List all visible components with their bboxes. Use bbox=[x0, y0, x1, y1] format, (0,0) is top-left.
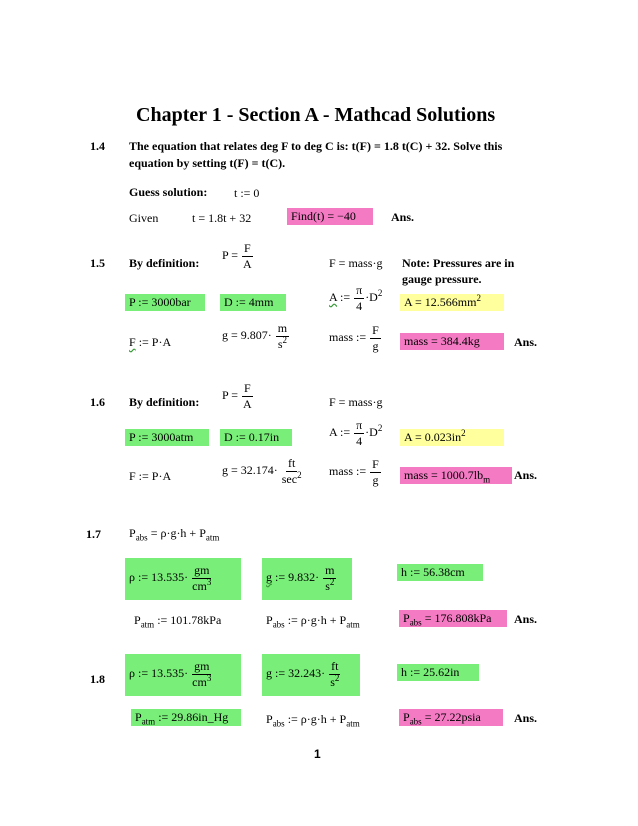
area-result-exponent: 2 bbox=[476, 293, 481, 303]
force-lhs: F bbox=[129, 335, 136, 349]
pressure-definition bbox=[222, 242, 254, 270]
note-line-2: gauge pressure. bbox=[402, 272, 482, 286]
fraction-numerator: m bbox=[277, 321, 288, 335]
pabs-subscript-atm: atm bbox=[346, 718, 360, 729]
problem-number-1-7: 1.7 bbox=[86, 527, 101, 541]
fraction-denominator bbox=[325, 576, 335, 593]
density-units bbox=[192, 564, 211, 592]
result-value: = 27.22psia bbox=[424, 710, 481, 724]
fraction-numerator: F bbox=[372, 323, 379, 337]
answer-label: Ans. bbox=[514, 468, 538, 482]
mass-result bbox=[400, 467, 512, 484]
page-title: Chapter 1 - Section A - Mathcad Solutions bbox=[136, 104, 496, 126]
pabs-expression: := ρ·g·h + P bbox=[287, 712, 347, 726]
denominator-exponent: 3 bbox=[206, 576, 212, 587]
area-tail: ·D bbox=[365, 289, 378, 304]
guess-solution-label: Guess solution: bbox=[129, 185, 208, 199]
pabs-subscript-atm: atm bbox=[346, 619, 360, 630]
pressure-input: P := 3000atm bbox=[125, 429, 209, 446]
pressure-lhs: P = bbox=[222, 387, 238, 402]
given-equation: t = 1.8t + 32 bbox=[192, 211, 252, 225]
absolute-pressure-result bbox=[399, 709, 503, 726]
guess-equation: t := 0 bbox=[234, 186, 260, 200]
fraction-denominator: 4 bbox=[356, 298, 363, 313]
answer-label: Ans. bbox=[514, 711, 538, 725]
relation-subscript: abs bbox=[135, 532, 148, 543]
pabs-expression: := ρ·g·h + P bbox=[287, 613, 347, 627]
atmospheric-pressure-equation bbox=[134, 613, 222, 630]
fraction-numerator: gm bbox=[194, 659, 210, 673]
problem-number-1-4: 1.4 bbox=[90, 139, 105, 153]
gravity-units bbox=[276, 322, 289, 350]
gravity-lhs: g bbox=[266, 569, 272, 584]
relation-middle: = ρ·g·h + P bbox=[147, 526, 206, 540]
gravity-units bbox=[282, 457, 302, 485]
area-exponent: 2 bbox=[377, 422, 383, 433]
area-result-value: A = 12.566mm bbox=[404, 295, 477, 309]
gravity-equation bbox=[266, 564, 337, 592]
problem-text-line-1: The equation that relates deg F to deg C is: t(F) = 1.8 t(C) + 32. Solve this bbox=[129, 139, 503, 153]
area-tail: ·D bbox=[365, 424, 378, 439]
fraction-denominator: A bbox=[243, 396, 252, 411]
fraction-numerator: π bbox=[356, 283, 363, 297]
density-input bbox=[125, 654, 241, 696]
denominator-unit: sec bbox=[281, 471, 298, 486]
force-equation bbox=[129, 336, 171, 349]
force-equation: F := P·A bbox=[129, 469, 172, 483]
answer-label: Ans. bbox=[391, 210, 415, 224]
force-definition: F = mass·g bbox=[329, 256, 383, 270]
mass-result-unit-subscript: m bbox=[483, 474, 491, 485]
fraction-denominator bbox=[281, 469, 302, 486]
page-number: 1 bbox=[314, 747, 321, 761]
answer-label: Ans. bbox=[514, 335, 538, 349]
denominator-unit: s bbox=[330, 674, 335, 689]
result-symbol: P bbox=[403, 710, 410, 724]
diameter-input: D := 0.17in bbox=[220, 429, 292, 446]
denominator-exponent: 2 bbox=[334, 672, 340, 683]
assign-operator: := bbox=[340, 289, 351, 304]
patm-value: := 101.78kPa bbox=[157, 613, 222, 627]
area-fraction bbox=[354, 284, 364, 312]
pressure-lhs: P = bbox=[222, 247, 238, 262]
denominator-exponent: 2 bbox=[297, 469, 302, 480]
gravity-input bbox=[262, 654, 360, 696]
diameter-input: D := 4mm bbox=[220, 294, 286, 311]
gravity-lhs: g = 9.807· bbox=[222, 327, 272, 342]
mass-lhs: mass := bbox=[329, 463, 367, 478]
absolute-pressure-relation bbox=[129, 526, 220, 543]
area-equation bbox=[329, 419, 382, 447]
area-result-exponent: 2 bbox=[461, 428, 466, 438]
gravity-lhs: g := 32.243· bbox=[266, 665, 326, 680]
problem-number-1-5: 1.5 bbox=[90, 256, 105, 270]
absolute-pressure-result bbox=[399, 610, 507, 627]
patm-subscript: atm bbox=[141, 716, 156, 727]
area-lhs: A bbox=[329, 289, 338, 304]
fraction-denominator bbox=[277, 334, 288, 351]
pabs-subscript: abs bbox=[272, 619, 285, 630]
denominator-unit: s bbox=[277, 336, 283, 351]
denominator-exponent: 2 bbox=[329, 576, 335, 587]
definition-label: By definition: bbox=[129, 395, 200, 409]
pressure-fraction bbox=[242, 242, 253, 270]
density-units bbox=[192, 660, 211, 688]
denominator-unit: cm bbox=[192, 674, 207, 689]
given-keyword: Given bbox=[129, 211, 159, 225]
fraction-denominator bbox=[192, 672, 212, 689]
density-input bbox=[125, 558, 241, 600]
force-rhs: := P·A bbox=[138, 335, 172, 349]
fraction-numerator: F bbox=[244, 381, 251, 395]
density-lhs: ρ := 13.535· bbox=[129, 569, 189, 584]
fraction-denominator: g bbox=[372, 472, 379, 487]
area-fraction bbox=[354, 419, 364, 447]
relation-symbol: P bbox=[129, 526, 136, 540]
fraction-denominator bbox=[330, 672, 340, 689]
gravity-equation bbox=[222, 322, 290, 350]
fraction-denominator: A bbox=[243, 256, 252, 271]
mass-equation bbox=[329, 324, 382, 352]
gravity-equation bbox=[266, 660, 341, 688]
mass-fraction bbox=[370, 458, 381, 486]
fraction-numerator: gm bbox=[194, 563, 210, 577]
pabs-subscript: abs bbox=[272, 718, 285, 729]
gravity-units bbox=[323, 564, 336, 592]
problem-number-1-6: 1.6 bbox=[90, 395, 105, 409]
patm-symbol: P bbox=[134, 613, 141, 627]
result-subscript: abs bbox=[409, 617, 422, 628]
gravity-input bbox=[262, 558, 352, 600]
fraction-numerator: F bbox=[244, 241, 251, 255]
pressure-fraction bbox=[242, 382, 253, 410]
area-exponent: 2 bbox=[377, 287, 383, 298]
patm-symbol: P bbox=[135, 710, 142, 724]
result-value: = 176.808kPa bbox=[424, 611, 492, 625]
density-lhs: ρ := 13.535· bbox=[129, 665, 189, 680]
fraction-denominator: 4 bbox=[356, 433, 363, 448]
mass-result-value: mass = 1000.7lb bbox=[404, 468, 484, 482]
area-equation bbox=[329, 284, 382, 312]
denominator-exponent: 2 bbox=[282, 334, 288, 345]
patm-subscript: atm bbox=[140, 619, 155, 630]
area-lhs: A := bbox=[329, 424, 351, 439]
pabs-symbol: P bbox=[266, 613, 273, 627]
height-input: h := 25.62in bbox=[397, 664, 479, 681]
area-result-value: A = 0.023in bbox=[404, 430, 462, 444]
fraction-numerator: ft bbox=[288, 456, 296, 470]
fraction-numerator: π bbox=[356, 418, 363, 432]
fraction-numerator: F bbox=[372, 457, 379, 471]
gravity-units bbox=[329, 660, 340, 688]
definition-label: By definition: bbox=[129, 256, 200, 270]
gravity-lhs: g = 32.174· bbox=[222, 462, 278, 477]
fraction-numerator: ft bbox=[331, 659, 339, 673]
denominator-unit: s bbox=[325, 578, 330, 593]
fraction-denominator: g bbox=[372, 338, 379, 353]
result-subscript: abs bbox=[409, 716, 422, 727]
force-definition: F = mass·g bbox=[329, 395, 383, 409]
denominator-unit: cm bbox=[192, 578, 207, 593]
density-equation bbox=[129, 564, 212, 592]
mass-fraction bbox=[370, 324, 381, 352]
relation-subscript-atm: atm bbox=[205, 532, 220, 543]
problem-number-1-8: 1.8 bbox=[90, 672, 105, 686]
denominator-exponent: 3 bbox=[206, 672, 212, 683]
density-equation bbox=[129, 660, 212, 688]
absolute-pressure-equation bbox=[266, 712, 360, 729]
gravity-equation bbox=[222, 457, 303, 485]
answer-label: Ans. bbox=[514, 612, 538, 626]
mass-lhs: mass := bbox=[329, 329, 367, 344]
area-result bbox=[400, 294, 504, 311]
result-symbol: P bbox=[403, 611, 410, 625]
pressure-definition bbox=[222, 382, 254, 410]
mass-equation bbox=[329, 458, 382, 486]
note-line-1: Note: Pressures are in bbox=[402, 256, 515, 270]
pressure-input: P := 3000bar bbox=[125, 294, 205, 311]
absolute-pressure-equation bbox=[266, 613, 360, 630]
patm-value: := 29.86in_Hg bbox=[158, 710, 229, 724]
height-input: h := 56.38cm bbox=[397, 564, 483, 581]
fraction-denominator bbox=[192, 576, 212, 593]
fraction-numerator: m bbox=[325, 563, 335, 577]
problem-text-line-2: equation by setting t(F) = t(C). bbox=[129, 156, 286, 170]
pabs-symbol: P bbox=[266, 712, 273, 726]
gravity-rhs: := 9.832· bbox=[275, 569, 320, 584]
atmospheric-pressure-input bbox=[131, 709, 241, 726]
area-result bbox=[400, 429, 504, 446]
find-result: Find(t) = −40 bbox=[287, 208, 373, 225]
mass-result: mass = 384.4kg bbox=[400, 333, 504, 350]
